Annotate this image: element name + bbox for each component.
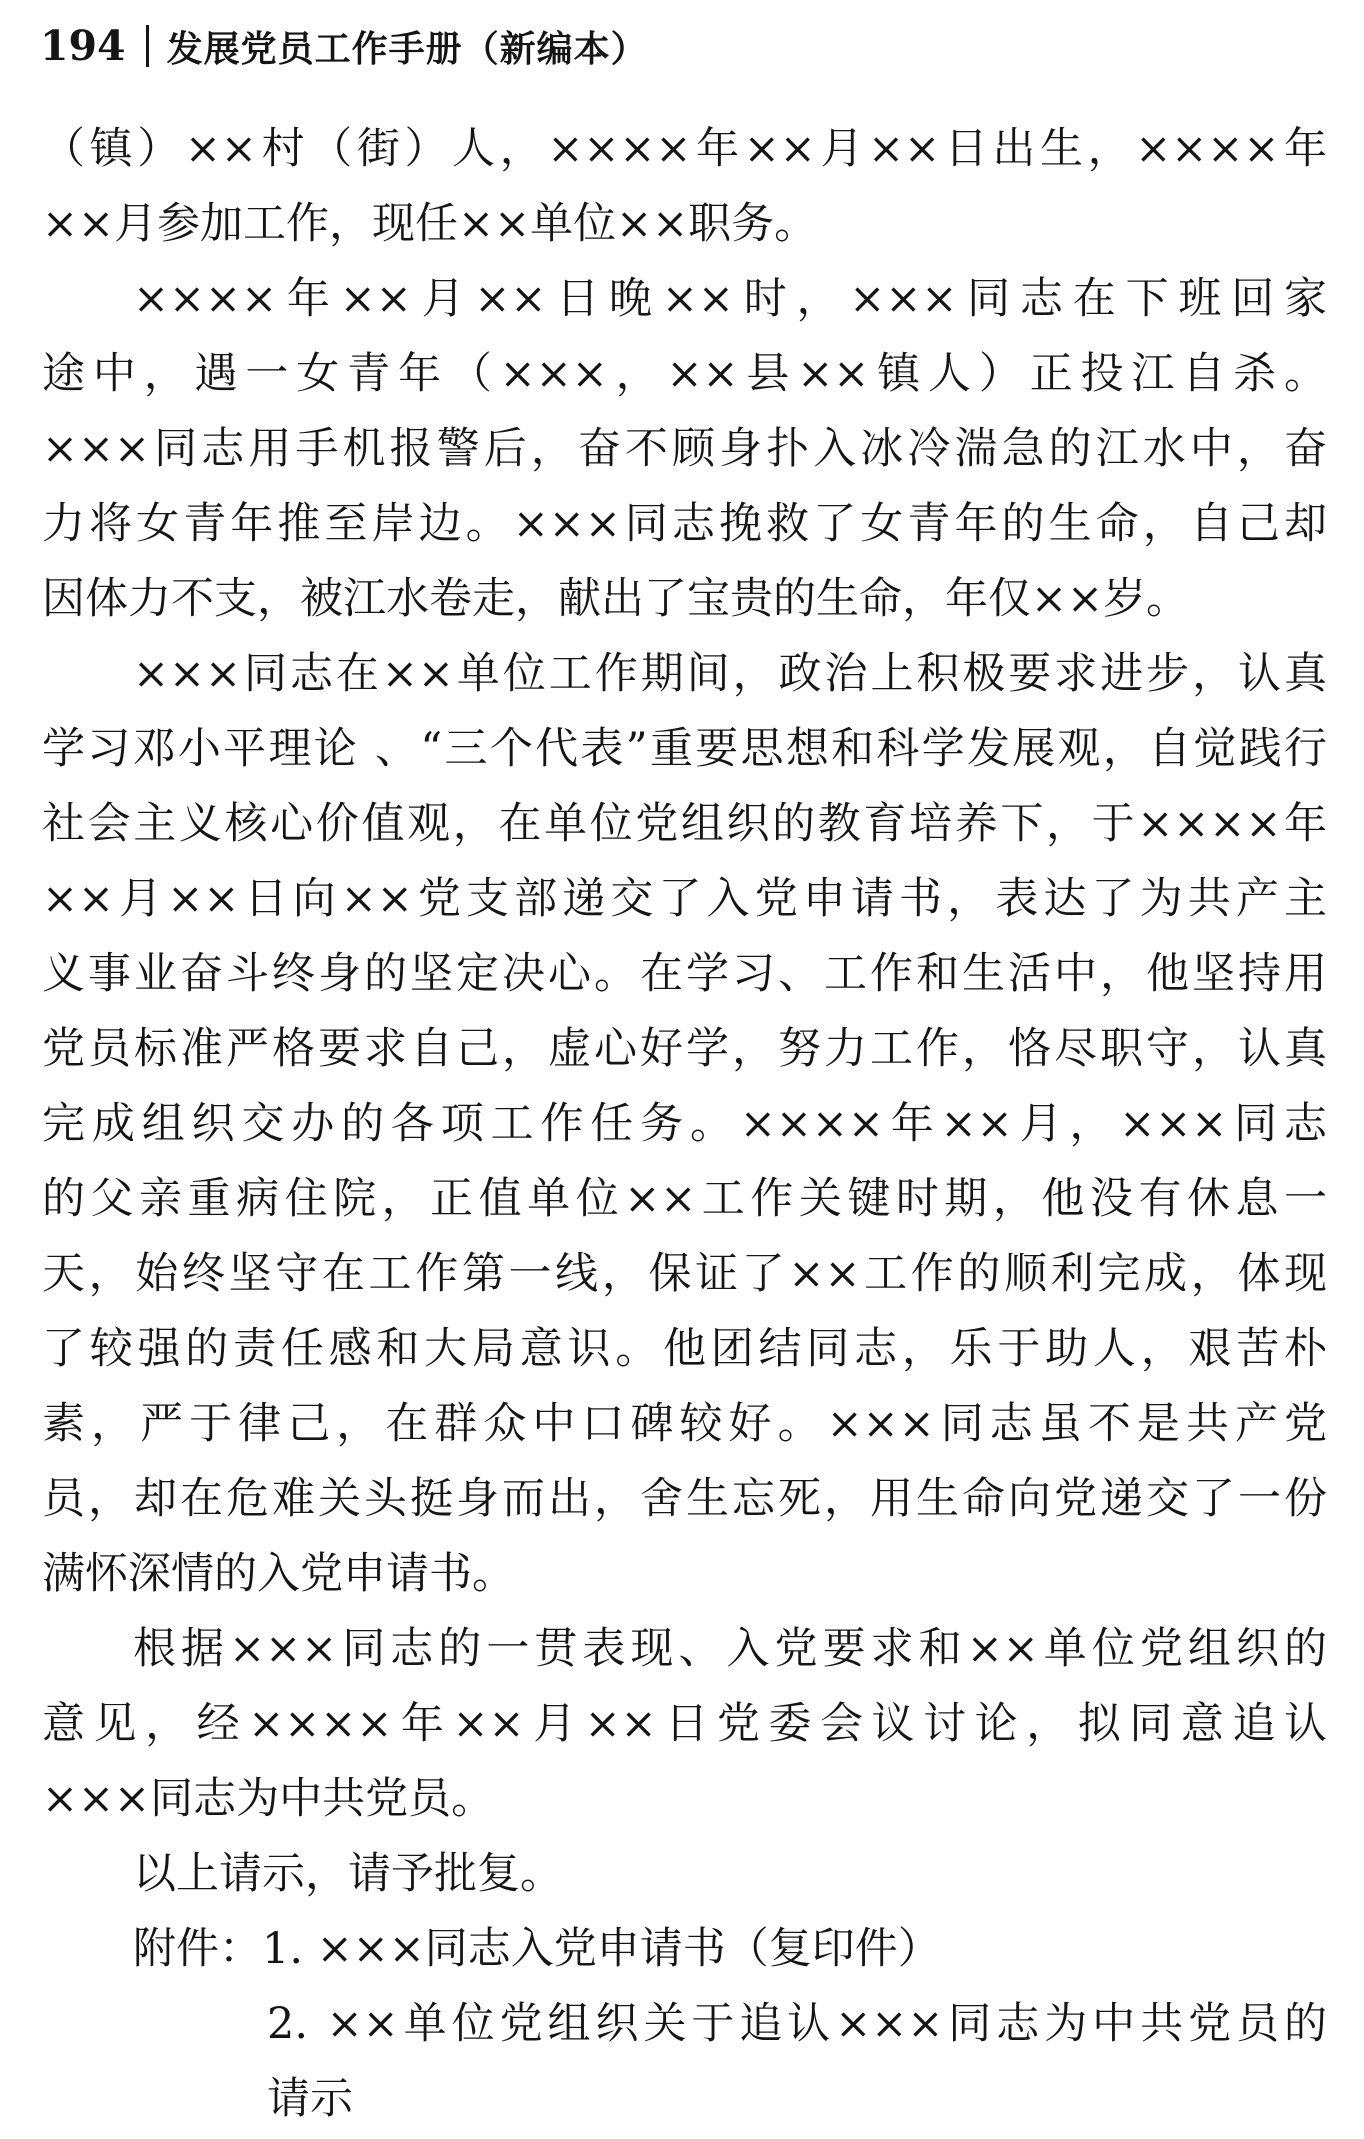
paragraph-start-line: 根据×××同志的一贯表现、入党要求和××单位党组织的: [133, 1624, 1327, 1674]
text-line: 天，始终坚守在工作第一线，保证了××工作的顺利完成，体现: [42, 1249, 1327, 1299]
paragraph-start-line: ×××同志在××单位工作期间，政治上积极要求进步，认真: [133, 649, 1327, 699]
text-line: 学习邓小平理论 、“三个代表”重要思想和科学发展观，自觉践行: [42, 724, 1327, 774]
text-line: 途中，遇一女青年（×××，××县××镇人）正投江自杀。: [42, 349, 1327, 399]
attachment-1: 附件：1. ×××同志入党申请书（复印件）: [133, 1924, 941, 1974]
text-line: ×××同志为中共党员。: [42, 1774, 495, 1824]
text-line: 员，却在危难关头挺身而出，舍生忘死，用生命向党递交了一份: [42, 1474, 1327, 1524]
attachment-2-continued: 请示: [267, 2074, 353, 2124]
body-text: [42, 112, 1327, 2137]
text-line: 的父亲重病住院，正值单位××工作关键时期，他没有休息一: [42, 1174, 1327, 1224]
text-line: 因体力不支，被江水卷走，献出了宝贵的生命，年仅××岁。: [42, 574, 1190, 624]
book-title: 发展党员工作手册（新编本）: [166, 27, 648, 70]
text-line: ×××同志用手机报警后，奋不顾身扑入冰冷湍急的江水中，奋: [42, 424, 1327, 474]
text-line: 满怀深情的入党申请书。: [42, 1549, 515, 1599]
text-line: 义事业奋斗终身的坚定决心。在学习、工作和生活中，他坚持用: [42, 949, 1327, 999]
text-line: 党员标准严格要求自己，虚心好学，努力工作，恪尽职守，认真: [42, 1024, 1327, 1074]
text-line: ××月××日向××党支部递交了入党申请书，表达了为共产主: [42, 874, 1327, 924]
text-line: 社会主义核心价值观，在单位党组织的教育培养下，于××××年: [42, 799, 1327, 849]
text-line: 意见，经××××年××月××日党委会议讨论，拟同意追认: [42, 1699, 1327, 1749]
page-number: 194: [40, 22, 126, 70]
text-line: 完成组织交办的各项工作任务。××××年××月，×××同志: [42, 1099, 1327, 1149]
text-line: （镇）××村（街）人，××××年××月××日出生，××××年: [42, 124, 1327, 174]
page-header: [40, 16, 648, 76]
header-divider: [146, 25, 149, 67]
paragraph-start-line: ××××年××月××日晚××时，×××同志在下班回家: [133, 274, 1327, 324]
text-line: 素，严于律己，在群众中口碑较好。×××同志虽不是共产党: [42, 1399, 1327, 1449]
closing-line: 以上请示，请予批复。: [133, 1849, 563, 1899]
text-line: ××月参加工作，现任××单位××职务。: [42, 199, 818, 249]
text-line: 力将女青年推至岸边。×××同志挽救了女青年的生命，自己却: [42, 499, 1327, 549]
attachment-2: 2. ××单位党组织关于追认×××同志为中共党员的: [267, 1999, 1327, 2049]
text-line: 了较强的责任感和大局意识。他团结同志，乐于助人，艰苦朴: [42, 1324, 1327, 1374]
